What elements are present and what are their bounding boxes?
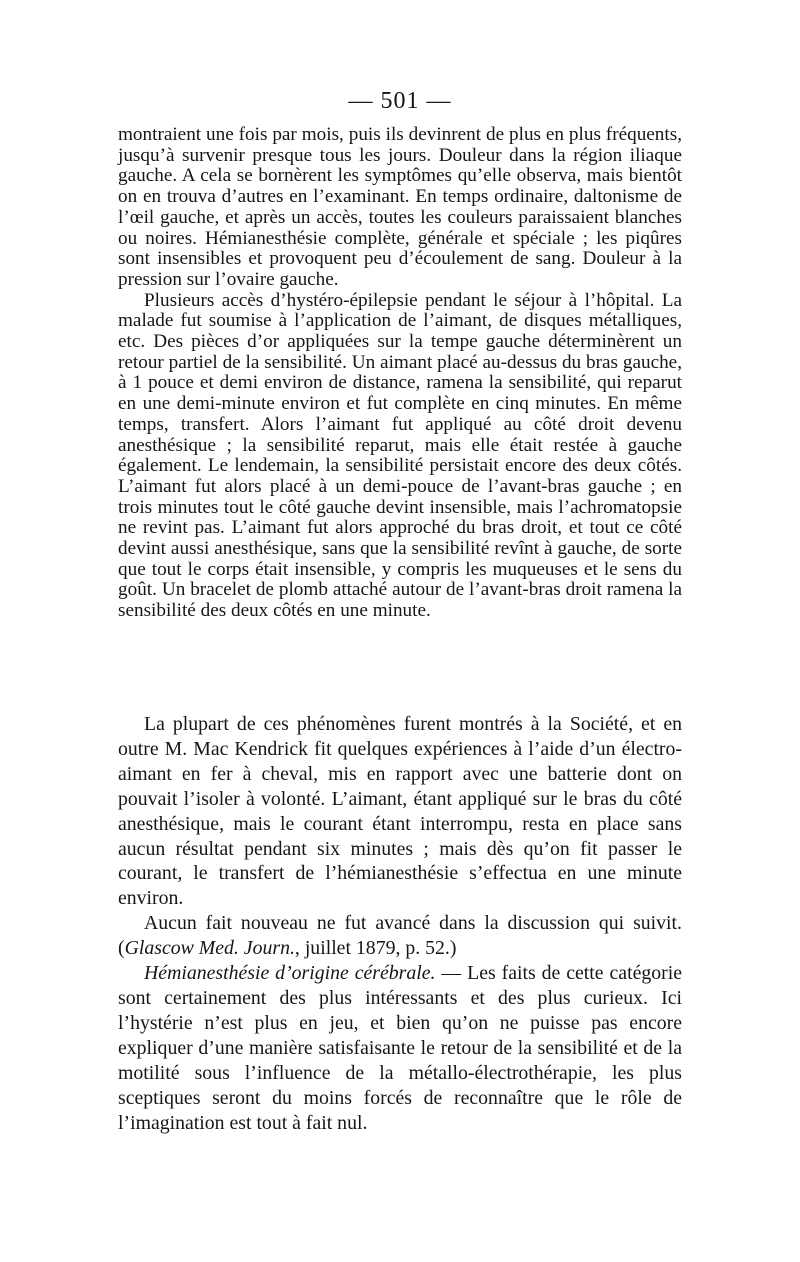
page-number: — 501 — xyxy=(348,88,452,114)
section-text: — Les faits de cette catégorie sont certainement des plus intéressants et des plus curieux. Ici l’hystérie n’est plus en jeu, et bien qu’on ne puisse pas encore expliquer d’une manière satisfaisante le retour de la sensibilité et de la motilité sous l’influence de la métallo-électrothérapie, les plus sceptiques seront du moins forcés de reconnaître que le rôle de l’imagination est tout à fait nul. xyxy=(118,962,682,1134)
body-paragraph: La plupart de ces phénomènes furent montrés à la Société, et en outre M. Mac Kendrick fit quelques expériences à l’aide d’un électro-aimant en fer à cheval, mis en rapport avec une batterie dont on pouvait l’isoler à volonté. L’aimant, étant appliqué sur le bras du côté anesthésique, mais le courant étant interrompu, resta en place sans aucun résultat pendant six minutes ; mais dès qu’on fit passer le courant, le transfert de l’hémianesthésie s’effectua en une minute environ. xyxy=(118,713,682,910)
citation: (Glascow Med. Journ., juillet 1879, p. 52.) xyxy=(118,937,457,960)
section-paragraph xyxy=(118,961,682,1135)
observation-paragraph: Plusieurs accès d’hystéro-épilepsie pendant le séjour à l’hôpital. La malade fut soumise à l’application de l’aimant, de disques métalliques, etc. Des pièces d’or appliquées sur la tempe gauche déterminèrent un retour partiel de la sensibilité. Un aimant placé au-dessus du bras gauche, à 1 pouce et demi environ de distance, ramena la sensibilité, qui reparut en une demi-minute environ et fut complète en cinq minutes. En même temps, transfert. Alors l’aimant fut appliqué au côté droit devenu anesthésique ; la sensibilité reparut, mais elle était restée à gauche également. Le lendemain, la sensibilité persistait encore des deux côtés. L’aimant fut alors placé à un demi-pouce de l’avant-bras gauche ; en trois minutes tout le côté gauche devint insensible, mais l’achromatopsie ne revint pas. L’aimant fut alors approché du bras droit, et tout ce côté devint aussi anesthésique, sans que la sensibilité revînt à gauche, de sorte que tout le corps était insensible, y compris les muqueuses et le sens du goût. Un bracelet de plomb attaché autour de l’avant-bras droit ramena la sensibilité des deux côtés en une minute. xyxy=(118,289,682,622)
citation-journal: Glascow Med. Journ. xyxy=(124,937,295,960)
body-paragraph xyxy=(118,911,682,961)
observation-text xyxy=(118,125,682,622)
main-text xyxy=(118,712,682,1135)
section-heading: Hémianesthésie d’origine cérébrale. xyxy=(144,962,436,985)
discussion-sentence: Aucun fait nouveau ne fut avancé dans la discussion qui suivit. xyxy=(144,912,682,935)
observation-paragraph: montraient une fois par mois, puis ils devinrent de plus en plus fréquents, jusqu’à survenir presque tous les jours. Douleur dans la région iliaque gauche. A cela se bornèrent les symptômes qu’elle observa, mais bientôt on en trouva d’autres en l’examinant. En temps ordinaire, daltonisme de l’œil gauche, et après un accès, toutes les couleurs paraissaient blanches ou noires. Hémianesthésie complète, générale et spéciale ; les piqûres sont insensibles et provoquent peu d’écoulement de sang. Douleur à la pression sur l’ovaire gauche. xyxy=(118,124,682,290)
